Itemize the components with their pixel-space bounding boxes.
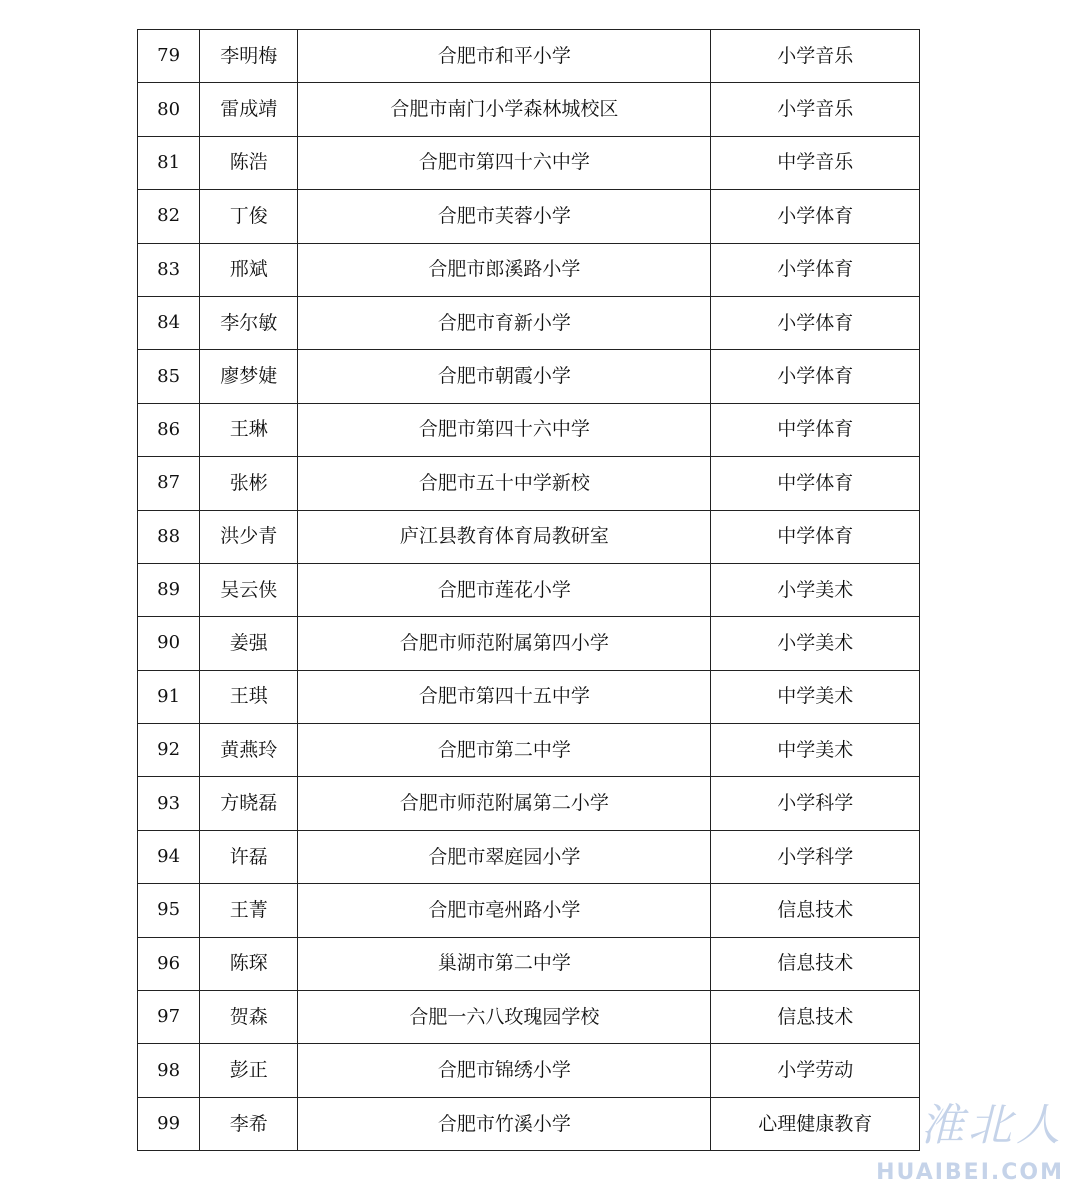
subject-cell: 信息技术: [711, 991, 920, 1044]
subject-cell: 小学科学: [711, 777, 920, 830]
school-name-cell: 合肥市朝霞小学: [298, 350, 711, 403]
school-name-cell: 合肥市五十中学新校: [298, 457, 711, 510]
subject-cell: 小学劳动: [711, 1044, 920, 1097]
row-number-cell: 85: [138, 350, 200, 403]
watermark-logo-text: 淮北人: [920, 1100, 1064, 1151]
school-name-cell: 巢湖市第二中学: [298, 937, 711, 990]
row-number-cell: 79: [138, 30, 200, 83]
watermark-site-text: HUAIBEI.COM: [876, 1160, 1064, 1185]
teacher-name-cell: 李明梅: [200, 30, 298, 83]
table-row: [138, 136, 920, 189]
table-row: [138, 1097, 920, 1150]
row-number-cell: 90: [138, 617, 200, 670]
table-row: [138, 777, 920, 830]
teacher-name-cell: 陈琛: [200, 937, 298, 990]
school-name-cell: 合肥市锦绣小学: [298, 1044, 711, 1097]
subject-cell: 小学体育: [711, 243, 920, 296]
teacher-list-table: [137, 29, 920, 1151]
row-number-cell: 83: [138, 243, 200, 296]
teacher-name-cell: 邢斌: [200, 243, 298, 296]
table-row: [138, 617, 920, 670]
table-row: [138, 1044, 920, 1097]
row-number-cell: 94: [138, 830, 200, 883]
school-name-cell: 合肥市翠庭园小学: [298, 830, 711, 883]
teacher-name-cell: 雷成靖: [200, 83, 298, 136]
teacher-name-cell: 黄燕玲: [200, 724, 298, 777]
teacher-name-cell: 张彬: [200, 457, 298, 510]
row-number-cell: 81: [138, 136, 200, 189]
school-name-cell: 合肥市师范附属第四小学: [298, 617, 711, 670]
teacher-name-cell: 李希: [200, 1097, 298, 1150]
subject-cell: 中学美术: [711, 670, 920, 723]
table-row: [138, 670, 920, 723]
table-row: [138, 830, 920, 883]
teacher-name-cell: 王琪: [200, 670, 298, 723]
teacher-name-cell: 丁俊: [200, 190, 298, 243]
subject-cell: 小学美术: [711, 617, 920, 670]
school-name-cell: 合肥市育新小学: [298, 296, 711, 349]
teacher-name-cell: 姜强: [200, 617, 298, 670]
table-row: [138, 350, 920, 403]
teacher-name-cell: 王菁: [200, 884, 298, 937]
table-row: [138, 190, 920, 243]
row-number-cell: 88: [138, 510, 200, 563]
row-number-cell: 80: [138, 83, 200, 136]
school-name-cell: 合肥一六八玫瑰园学校: [298, 991, 711, 1044]
teacher-name-cell: 李尔敏: [200, 296, 298, 349]
subject-cell: 小学科学: [711, 830, 920, 883]
teacher-name-cell: 彭正: [200, 1044, 298, 1097]
subject-cell: 小学体育: [711, 190, 920, 243]
school-name-cell: 合肥市莲花小学: [298, 563, 711, 616]
school-name-cell: 合肥市郎溪路小学: [298, 243, 711, 296]
table-row: [138, 937, 920, 990]
school-name-cell: 合肥市竹溪小学: [298, 1097, 711, 1150]
row-number-cell: 96: [138, 937, 200, 990]
row-number-cell: 99: [138, 1097, 200, 1150]
row-number-cell: 86: [138, 403, 200, 456]
row-number-cell: 93: [138, 777, 200, 830]
school-name-cell: 合肥市第四十五中学: [298, 670, 711, 723]
teacher-name-cell: 廖梦婕: [200, 350, 298, 403]
table-row: [138, 510, 920, 563]
subject-cell: 小学体育: [711, 350, 920, 403]
teacher-name-cell: 王琳: [200, 403, 298, 456]
subject-cell: 小学体育: [711, 296, 920, 349]
teacher-name-cell: 方晓磊: [200, 777, 298, 830]
row-number-cell: 82: [138, 190, 200, 243]
subject-cell: 中学体育: [711, 457, 920, 510]
subject-cell: 中学音乐: [711, 136, 920, 189]
subject-cell: 小学美术: [711, 563, 920, 616]
table-row: [138, 30, 920, 83]
school-name-cell: 庐江县教育体育局教研室: [298, 510, 711, 563]
school-name-cell: 合肥市第四十六中学: [298, 403, 711, 456]
school-name-cell: 合肥市亳州路小学: [298, 884, 711, 937]
row-number-cell: 98: [138, 1044, 200, 1097]
school-name-cell: 合肥市南门小学森林城校区: [298, 83, 711, 136]
subject-cell: 中学体育: [711, 510, 920, 563]
row-number-cell: 92: [138, 724, 200, 777]
subject-cell: 信息技术: [711, 884, 920, 937]
table-body: [138, 30, 920, 1151]
row-number-cell: 89: [138, 563, 200, 616]
table-row: [138, 243, 920, 296]
row-number-cell: 97: [138, 991, 200, 1044]
school-name-cell: 合肥市第四十六中学: [298, 136, 711, 189]
teacher-name-cell: 贺森: [200, 991, 298, 1044]
subject-cell: 小学音乐: [711, 83, 920, 136]
school-name-cell: 合肥市第二中学: [298, 724, 711, 777]
teacher-name-cell: 许磊: [200, 830, 298, 883]
teacher-name-cell: 洪少青: [200, 510, 298, 563]
school-name-cell: 合肥市和平小学: [298, 30, 711, 83]
subject-cell: 中学美术: [711, 724, 920, 777]
row-number-cell: 91: [138, 670, 200, 723]
table-row: [138, 403, 920, 456]
table-row: [138, 83, 920, 136]
table-row: [138, 991, 920, 1044]
table-row: [138, 457, 920, 510]
school-name-cell: 合肥市师范附属第二小学: [298, 777, 711, 830]
row-number-cell: 84: [138, 296, 200, 349]
row-number-cell: 87: [138, 457, 200, 510]
subject-cell: 信息技术: [711, 937, 920, 990]
subject-cell: 小学音乐: [711, 30, 920, 83]
teacher-name-cell: 吴云侠: [200, 563, 298, 616]
school-name-cell: 合肥市芙蓉小学: [298, 190, 711, 243]
subject-cell: 中学体育: [711, 403, 920, 456]
subject-cell: 心理健康教育: [711, 1097, 920, 1150]
teacher-name-cell: 陈浩: [200, 136, 298, 189]
table-row: [138, 296, 920, 349]
table-row: [138, 724, 920, 777]
table-row: [138, 884, 920, 937]
row-number-cell: 95: [138, 884, 200, 937]
table-row: [138, 563, 920, 616]
